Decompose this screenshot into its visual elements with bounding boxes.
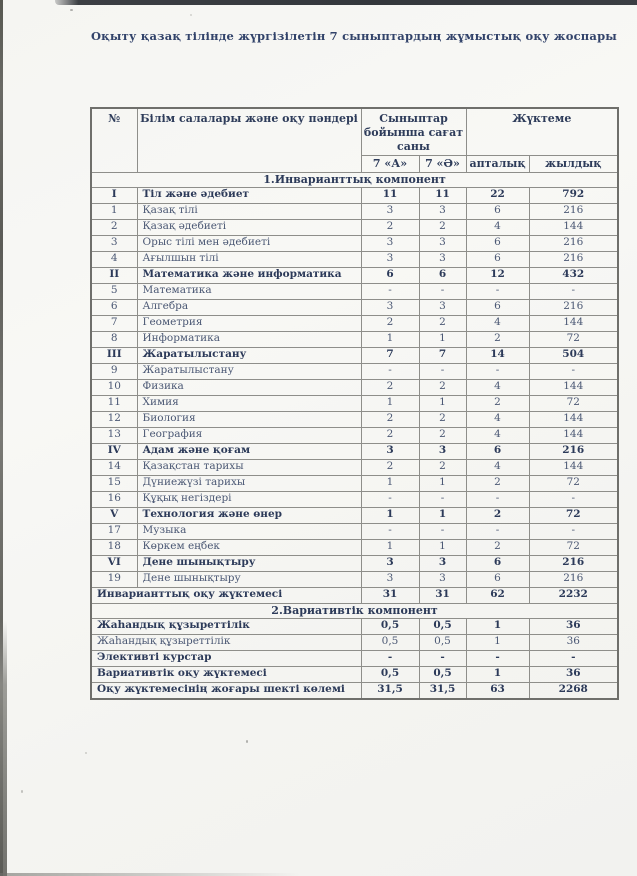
header-subject: Білім салалары және оқу пәндері	[137, 108, 361, 172]
table-row	[91, 187, 618, 203]
num-cell: 9	[91, 363, 137, 379]
table-row	[91, 491, 618, 507]
value-cell: -	[361, 363, 419, 379]
header-hours-by-class: Сыныптар бойынша сағат саны	[361, 108, 466, 155]
value-cell: 3	[361, 299, 419, 315]
table-row	[91, 299, 618, 315]
num-cell: IV	[91, 443, 137, 459]
curriculum-table	[90, 107, 619, 700]
num-cell: 8	[91, 331, 137, 347]
scan-speck	[21, 790, 23, 793]
value-cell: 6	[466, 443, 529, 459]
subject-cell: Геометрия	[137, 315, 361, 331]
value-cell: -	[361, 491, 419, 507]
subject-cell: Адам және қоғам	[137, 443, 361, 459]
table-row	[91, 203, 618, 219]
table-row	[91, 395, 618, 411]
table-row	[91, 539, 618, 555]
table-row	[91, 411, 618, 427]
value-cell: 2232	[529, 587, 618, 603]
table-row	[91, 267, 618, 283]
value-cell: -	[419, 650, 466, 666]
subject-cell: Жаратылыстану	[137, 347, 361, 363]
value-cell: -	[529, 363, 618, 379]
value-cell: 6	[466, 235, 529, 251]
subject-cell: Математика	[137, 283, 361, 299]
num-cell: II	[91, 267, 137, 283]
value-cell: -	[466, 283, 529, 299]
value-cell: 1	[361, 475, 419, 491]
value-cell: 4	[466, 315, 529, 331]
value-cell: 3	[419, 571, 466, 587]
num-cell: V	[91, 507, 137, 523]
num-cell: 7	[91, 315, 137, 331]
value-cell: 1	[419, 539, 466, 555]
subject-cell: Құқық негіздері	[137, 491, 361, 507]
value-cell: 3	[419, 299, 466, 315]
value-cell: 72	[529, 507, 618, 523]
value-cell: 3	[419, 235, 466, 251]
num-cell: 2	[91, 219, 137, 235]
num-cell: 10	[91, 379, 137, 395]
subject-cell: Биология	[137, 411, 361, 427]
table-row	[91, 315, 618, 331]
num-cell: 4	[91, 251, 137, 267]
subject-cell: Технология және өнер	[137, 507, 361, 523]
value-cell: -	[529, 523, 618, 539]
subject-cell: Орыс тілі мен әдебиеті	[137, 235, 361, 251]
section-row	[91, 172, 618, 187]
value-cell: 63	[466, 682, 529, 699]
value-cell: -	[466, 523, 529, 539]
value-cell: -	[361, 523, 419, 539]
value-cell: 36	[529, 634, 618, 650]
value-cell: 3	[419, 443, 466, 459]
num-cell: 15	[91, 475, 137, 491]
value-cell: -	[419, 363, 466, 379]
value-cell: 4	[466, 411, 529, 427]
value-cell: -	[361, 650, 419, 666]
value-cell: 1	[466, 634, 529, 650]
value-cell: -	[419, 523, 466, 539]
table-row	[91, 347, 618, 363]
subject-cell: Жаратылыстану	[137, 363, 361, 379]
value-cell: 31,5	[361, 682, 419, 699]
header-weekly: апталық	[466, 155, 529, 172]
value-cell: 6	[466, 571, 529, 587]
value-cell: 2	[361, 379, 419, 395]
value-cell: 1	[361, 507, 419, 523]
table-row	[91, 650, 618, 666]
num-cell: I	[91, 187, 137, 203]
table-row	[91, 283, 618, 299]
table-row	[91, 443, 618, 459]
value-cell: 1	[361, 395, 419, 411]
value-cell: 144	[529, 315, 618, 331]
header-class-7b: 7 «Ә»	[419, 155, 466, 172]
value-cell: 792	[529, 187, 618, 203]
section-row	[91, 603, 618, 618]
subject-cell: Дүниежүзі тарихы	[137, 475, 361, 491]
subject-cell: Алгебра	[137, 299, 361, 315]
value-cell: 3	[361, 251, 419, 267]
header-yearly: жылдық	[529, 155, 618, 172]
table-row	[91, 251, 618, 267]
table-row	[91, 523, 618, 539]
header-load: Жүктеме	[466, 108, 618, 155]
value-cell: 1	[419, 507, 466, 523]
scan-speck	[190, 14, 192, 16]
value-cell: 72	[529, 331, 618, 347]
table-row	[91, 363, 618, 379]
value-cell: 12	[466, 267, 529, 283]
value-cell: 11	[419, 187, 466, 203]
value-cell: 2	[466, 395, 529, 411]
subject-cell: Музыка	[137, 523, 361, 539]
table-row	[91, 682, 618, 699]
value-cell: 72	[529, 475, 618, 491]
value-cell: 6	[419, 267, 466, 283]
value-cell: 2	[419, 459, 466, 475]
value-cell: 11	[361, 187, 419, 203]
subject-cell: Химия	[137, 395, 361, 411]
value-cell: 7	[419, 347, 466, 363]
table-row	[91, 475, 618, 491]
value-cell: 0,5	[419, 634, 466, 650]
value-cell: 216	[529, 555, 618, 571]
subject-cell: Қазақ тілі	[137, 203, 361, 219]
subject-cell: Инварианттық оқу жүктемесі	[91, 587, 361, 603]
value-cell: 216	[529, 251, 618, 267]
table-row	[91, 555, 618, 571]
num-cell: 12	[91, 411, 137, 427]
value-cell: 2	[466, 331, 529, 347]
num-cell: VI	[91, 555, 137, 571]
value-cell: 4	[466, 459, 529, 475]
value-cell: 7	[361, 347, 419, 363]
value-cell: 0,5	[361, 666, 419, 682]
num-cell: III	[91, 347, 137, 363]
value-cell: 1	[419, 475, 466, 491]
value-cell: 1	[361, 331, 419, 347]
num-cell: 13	[91, 427, 137, 443]
subject-cell: География	[137, 427, 361, 443]
num-cell: 16	[91, 491, 137, 507]
value-cell: 3	[361, 443, 419, 459]
header-class-7a: 7 «А»	[361, 155, 419, 172]
value-cell: 432	[529, 267, 618, 283]
value-cell: -	[419, 283, 466, 299]
table-row	[91, 587, 618, 603]
value-cell: 216	[529, 299, 618, 315]
num-cell: 11	[91, 395, 137, 411]
value-cell: 2	[361, 459, 419, 475]
table-row	[91, 666, 618, 682]
value-cell: 504	[529, 347, 618, 363]
value-cell: 1	[466, 618, 529, 634]
num-cell: 5	[91, 283, 137, 299]
value-cell: -	[466, 491, 529, 507]
value-cell: 3	[361, 203, 419, 219]
value-cell: 36	[529, 666, 618, 682]
value-cell: 2	[419, 411, 466, 427]
subject-cell: Ағылшын тілі	[137, 251, 361, 267]
scan-speck	[246, 740, 248, 743]
scan-edge-top	[55, 0, 637, 5]
value-cell: 31	[361, 587, 419, 603]
value-cell: 1	[419, 395, 466, 411]
table-row	[91, 634, 618, 650]
value-cell: -	[466, 650, 529, 666]
scan-speck	[70, 9, 73, 11]
value-cell: 3	[419, 251, 466, 267]
page-title: Оқыту қазақ тілінде жүргізілетін 7 сыныптардың жұмыстық оқу жоспары	[90, 29, 618, 43]
value-cell: 2	[361, 315, 419, 331]
value-cell: 62	[466, 587, 529, 603]
table-row	[91, 331, 618, 347]
subject-cell: Дене шынықтыру	[137, 571, 361, 587]
scan-edge-left-bottom	[0, 621, 7, 876]
value-cell: 2	[419, 219, 466, 235]
value-cell: 0,5	[419, 666, 466, 682]
subject-cell: Қазақ әдебиеті	[137, 219, 361, 235]
value-cell: 2	[419, 315, 466, 331]
value-cell: 3	[361, 235, 419, 251]
subject-cell: Математика және информатика	[137, 267, 361, 283]
table-row	[91, 427, 618, 443]
value-cell: 2	[466, 507, 529, 523]
value-cell: 6	[466, 251, 529, 267]
table-row	[91, 618, 618, 634]
table-row	[91, 379, 618, 395]
value-cell: 216	[529, 235, 618, 251]
value-cell: 144	[529, 427, 618, 443]
subject-cell: Қазақстан тарихы	[137, 459, 361, 475]
num-cell: 19	[91, 571, 137, 587]
table-row	[91, 507, 618, 523]
value-cell: 2	[361, 411, 419, 427]
value-cell: 22	[466, 187, 529, 203]
value-cell: 31	[419, 587, 466, 603]
value-cell: -	[361, 283, 419, 299]
value-cell: 2	[466, 539, 529, 555]
value-cell: -	[529, 650, 618, 666]
value-cell: 6	[361, 267, 419, 283]
subject-cell: Оқу жүктемесінің жоғары шекті көлемі	[91, 682, 361, 699]
value-cell: 31,5	[419, 682, 466, 699]
num-cell: 14	[91, 459, 137, 475]
value-cell: 3	[361, 555, 419, 571]
value-cell: 2	[361, 219, 419, 235]
value-cell: 216	[529, 443, 618, 459]
value-cell: 144	[529, 411, 618, 427]
table-row	[91, 459, 618, 475]
value-cell: 4	[466, 379, 529, 395]
subject-cell: Жаһандық құзыреттілік	[91, 634, 361, 650]
section-label: 1.Инварианттық компонент	[91, 172, 618, 187]
subject-cell: Физика	[137, 379, 361, 395]
value-cell: 3	[419, 203, 466, 219]
num-cell: 6	[91, 299, 137, 315]
subject-cell: Тіл және әдебиет	[137, 187, 361, 203]
value-cell: 6	[466, 299, 529, 315]
value-cell: 3	[419, 555, 466, 571]
subject-cell: Жаһандық құзыреттілік	[91, 618, 361, 634]
value-cell: 6	[466, 203, 529, 219]
subject-cell: Информатика	[137, 331, 361, 347]
subject-cell: Көркем еңбек	[137, 539, 361, 555]
value-cell: -	[419, 491, 466, 507]
value-cell: 14	[466, 347, 529, 363]
value-cell: 216	[529, 203, 618, 219]
table-row	[91, 235, 618, 251]
value-cell: 72	[529, 395, 618, 411]
table-row	[91, 571, 618, 587]
table-row	[91, 219, 618, 235]
value-cell: 0,5	[361, 634, 419, 650]
value-cell: 4	[466, 219, 529, 235]
header-num: №	[91, 108, 137, 172]
value-cell: 0,5	[361, 618, 419, 634]
value-cell: 2	[419, 427, 466, 443]
value-cell: -	[529, 283, 618, 299]
subject-cell: Элективті курстар	[91, 650, 361, 666]
table-body	[91, 172, 618, 699]
scan-speck	[85, 752, 87, 754]
section-label: 2.Вариативтік компонент	[91, 603, 618, 618]
value-cell: 72	[529, 539, 618, 555]
value-cell: 2	[466, 475, 529, 491]
value-cell: 1	[361, 539, 419, 555]
value-cell: -	[529, 491, 618, 507]
value-cell: -	[466, 363, 529, 379]
value-cell: 2	[361, 427, 419, 443]
value-cell: 4	[466, 427, 529, 443]
value-cell: 2268	[529, 682, 618, 699]
value-cell: 144	[529, 379, 618, 395]
value-cell: 6	[466, 555, 529, 571]
value-cell: 1	[466, 666, 529, 682]
subject-cell: Дене шынықтыру	[137, 555, 361, 571]
value-cell: 2	[419, 379, 466, 395]
value-cell: 144	[529, 459, 618, 475]
num-cell: 3	[91, 235, 137, 251]
value-cell: 0,5	[419, 618, 466, 634]
value-cell: 1	[419, 331, 466, 347]
num-cell: 18	[91, 539, 137, 555]
value-cell: 36	[529, 618, 618, 634]
table-header	[91, 108, 618, 172]
subject-cell: Вариативтік оқу жүктемесі	[91, 666, 361, 682]
num-cell: 17	[91, 523, 137, 539]
value-cell: 3	[361, 571, 419, 587]
num-cell: 1	[91, 203, 137, 219]
value-cell: 216	[529, 571, 618, 587]
value-cell: 144	[529, 219, 618, 235]
